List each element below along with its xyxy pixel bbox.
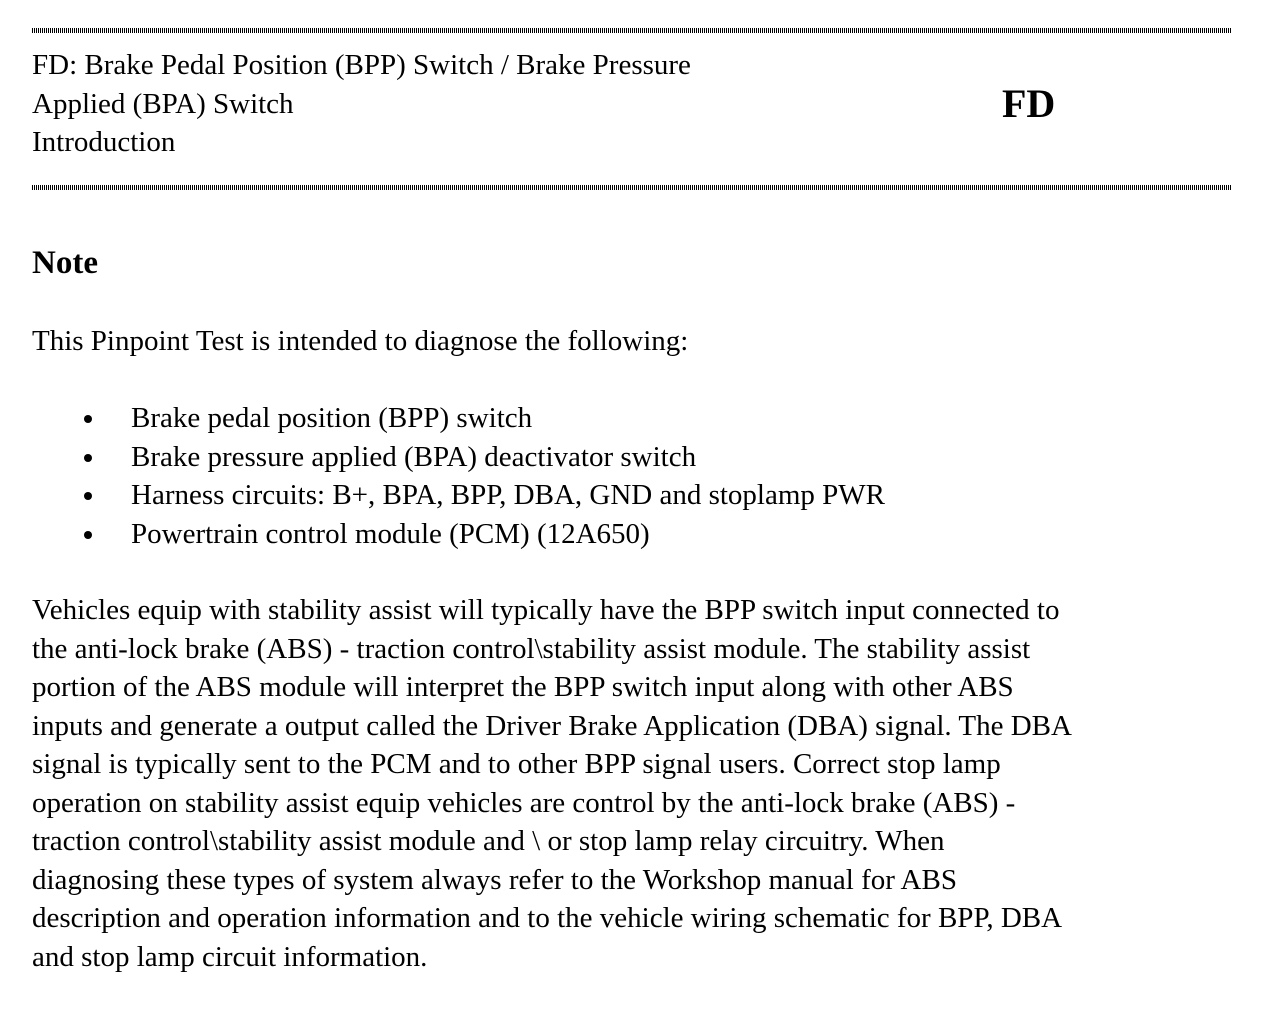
bullet-icon	[84, 492, 92, 500]
title-line: Introduction	[32, 126, 176, 158]
title-line: Applied (BPA) Switch	[32, 87, 294, 120]
section-code: FD	[1002, 81, 1056, 126]
paragraph-line: description and operation information and to the vehicle wiring schematic for BPP, DBA	[32, 902, 1063, 934]
intro-text: This Pinpoint Test is intended to diagnose the following:	[32, 325, 689, 357]
bullet-icon	[84, 454, 92, 462]
list-item-text: Brake pressure applied (BPA) deactivator switch	[131, 440, 697, 473]
list-item	[32, 399, 885, 438]
description-paragraph	[32, 591, 1242, 976]
paragraph-line: traction control\stability assist module and \ or stop lamp relay circuitry. When	[32, 825, 945, 857]
paragraph-line: operation on stability assist equip vehicles are control by the anti-lock brake (ABS) -	[32, 786, 1016, 819]
list-item-text: Powertrain control module (PCM) (12A650)	[131, 517, 650, 550]
note-heading: Note	[32, 245, 98, 281]
list-item-text: Harness circuits: B+, BPA, BPP, DBA, GND and stoplamp PWR	[131, 479, 886, 511]
section-title	[32, 46, 852, 162]
paragraph-line: signal is typically sent to the PCM and to other BPP signal users. Correct stop lamp	[32, 748, 1001, 780]
paragraph-line: the anti-lock brake (ABS) - traction control\stability assist module. The stability assist	[32, 632, 1031, 665]
title-line: FD: Brake Pedal Position (BPP) Switch / Brake Pressure	[32, 49, 691, 81]
bullet-icon	[84, 415, 92, 423]
list-item-text: Brake pedal position (BPP) switch	[131, 402, 533, 434]
bullet-icon	[84, 531, 92, 539]
paragraph-line: and stop lamp circuit information.	[32, 940, 428, 973]
bottom-divider	[32, 185, 1232, 190]
list-item	[32, 515, 885, 554]
diagnosis-list	[32, 399, 885, 553]
list-item	[32, 438, 885, 477]
paragraph-line: Vehicles equip with stability assist will typically have the BPP switch input connected to	[32, 594, 1060, 626]
paragraph-line: inputs and generate a output called the Driver Brake Application (DBA) signal. The DBA	[32, 709, 1072, 742]
paragraph-line: diagnosing these types of system always refer to the Workshop manual for ABS	[32, 863, 957, 896]
top-divider	[32, 28, 1232, 33]
paragraph-line: portion of the ABS module will interpret the BPP switch input along with other ABS	[32, 671, 1014, 703]
list-item	[32, 476, 885, 515]
